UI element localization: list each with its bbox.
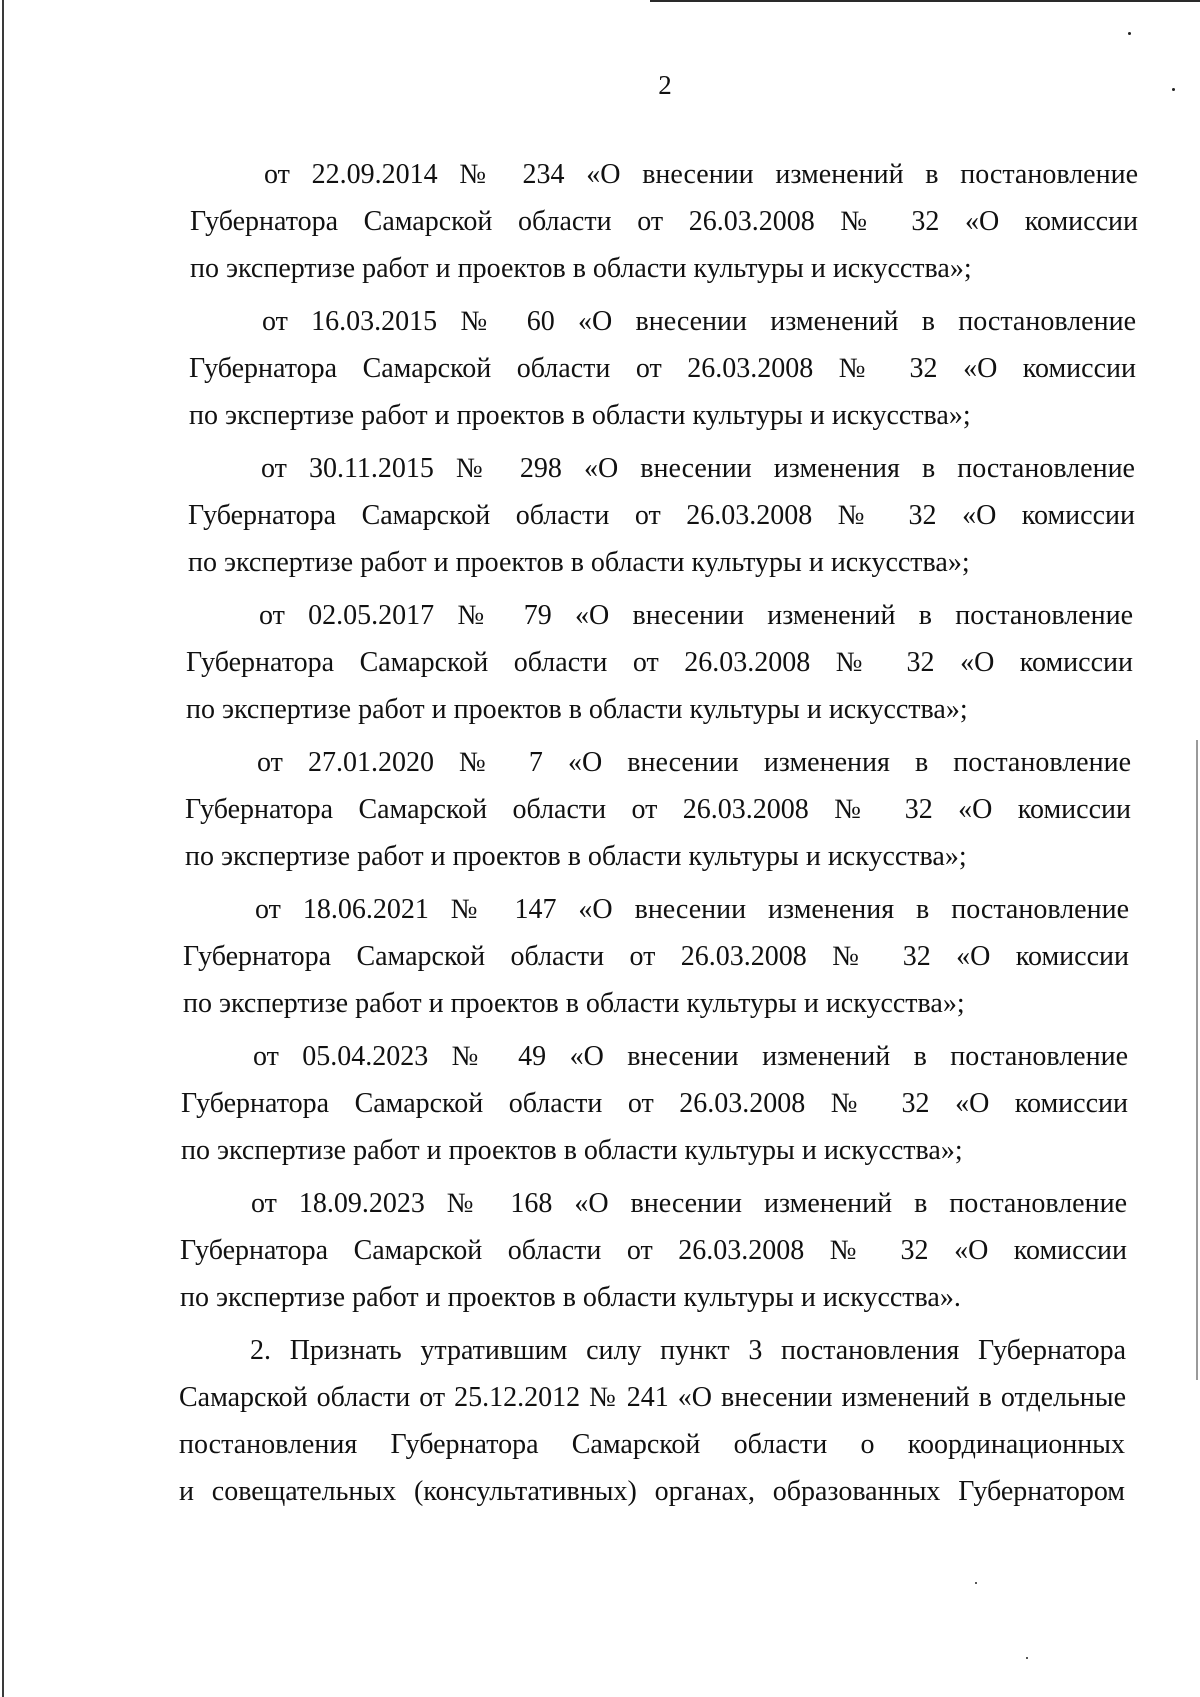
scan-edge-right: [1196, 740, 1198, 1380]
text-line: по экспертизе работ и проектов в области культуры и искусства».: [180, 1282, 961, 1313]
text-line: Губернатора Самарской области от 26.03.2008 № 32 «О комиссии: [186, 647, 1133, 678]
text-line: по экспертизе работ и проектов в области культуры и искусства»;: [190, 253, 972, 284]
text-line: и совещательных (консультативных) органах, образованных Губернатором: [179, 1476, 1125, 1507]
text-line: Самарской области от 25.12.2012 № 241 «О внесении изменений в отдельные: [179, 1382, 1126, 1413]
text-line: по экспертизе работ и проектов в области культуры и искусства»;: [189, 400, 971, 431]
text-line: от 30.11.2015 № 298 «О внесении изменения в постановление: [261, 453, 1135, 484]
text-line: Губернатора Самарской области от 26.03.2008 № 32 «О комиссии: [181, 1088, 1128, 1119]
text-line: Губернатора Самарской области от 26.03.2008 № 32 «О комиссии: [189, 353, 1136, 384]
text-line: от 18.09.2023 № 168 «О внесении изменений в постановление: [251, 1188, 1127, 1219]
page-number: 2: [658, 70, 672, 100]
text-line: Губернатора Самарской области от 26.03.2008 № 32 «О комиссии: [188, 500, 1135, 531]
scan-edge-top: [650, 0, 1200, 2]
scan-edge-left: [2, 0, 4, 1697]
text-line: постановления Губернатора Самарской области о координационных: [179, 1429, 1125, 1460]
text-line: по экспертизе работ и проектов в области культуры и искусства»;: [183, 988, 965, 1019]
text-line: по экспертизе работ и проектов в области культуры и искусства»;: [188, 547, 970, 578]
text-line: по экспертизе работ и проектов в области культуры и искусства»;: [185, 841, 967, 872]
text-line: от 22.09.2014 № 234 «О внесении изменений в постановление: [264, 159, 1138, 190]
text-line: по экспертизе работ и проектов в области культуры и искусства»;: [186, 694, 968, 725]
scan-speck: [975, 1582, 977, 1584]
scan-speck: [1128, 32, 1131, 35]
text-line: Губернатора Самарской области от 26.03.2008 № 32 «О комиссии: [190, 206, 1138, 237]
text-line: 2. Признать утратившим силу пункт 3 постановления Губернатора: [250, 1335, 1126, 1366]
text-line: от 02.05.2017 № 79 «О внесении изменений в постановление: [259, 600, 1133, 631]
text-line: от 18.06.2021 № 147 «О внесении изменения в постановление: [255, 894, 1129, 925]
text-line: Губернатора Самарской области от 26.03.2008 № 32 «О комиссии: [180, 1235, 1127, 1266]
scan-speck: [1026, 1657, 1028, 1659]
text-line: по экспертизе работ и проектов в области культуры и искусства»;: [181, 1135, 963, 1166]
text-line: от 05.04.2023 № 49 «О внесении изменений в постановление: [253, 1041, 1128, 1072]
text-line: от 16.03.2015 № 60 «О внесении изменений в постановление: [262, 306, 1136, 337]
text-line: от 27.01.2020 № 7 «О внесении изменения в постановление: [257, 747, 1131, 778]
text-line: Губернатора Самарской области от 26.03.2008 № 32 «О комиссии: [185, 794, 1131, 825]
text-line: Губернатора Самарской области от 26.03.2008 № 32 «О комиссии: [183, 941, 1129, 972]
